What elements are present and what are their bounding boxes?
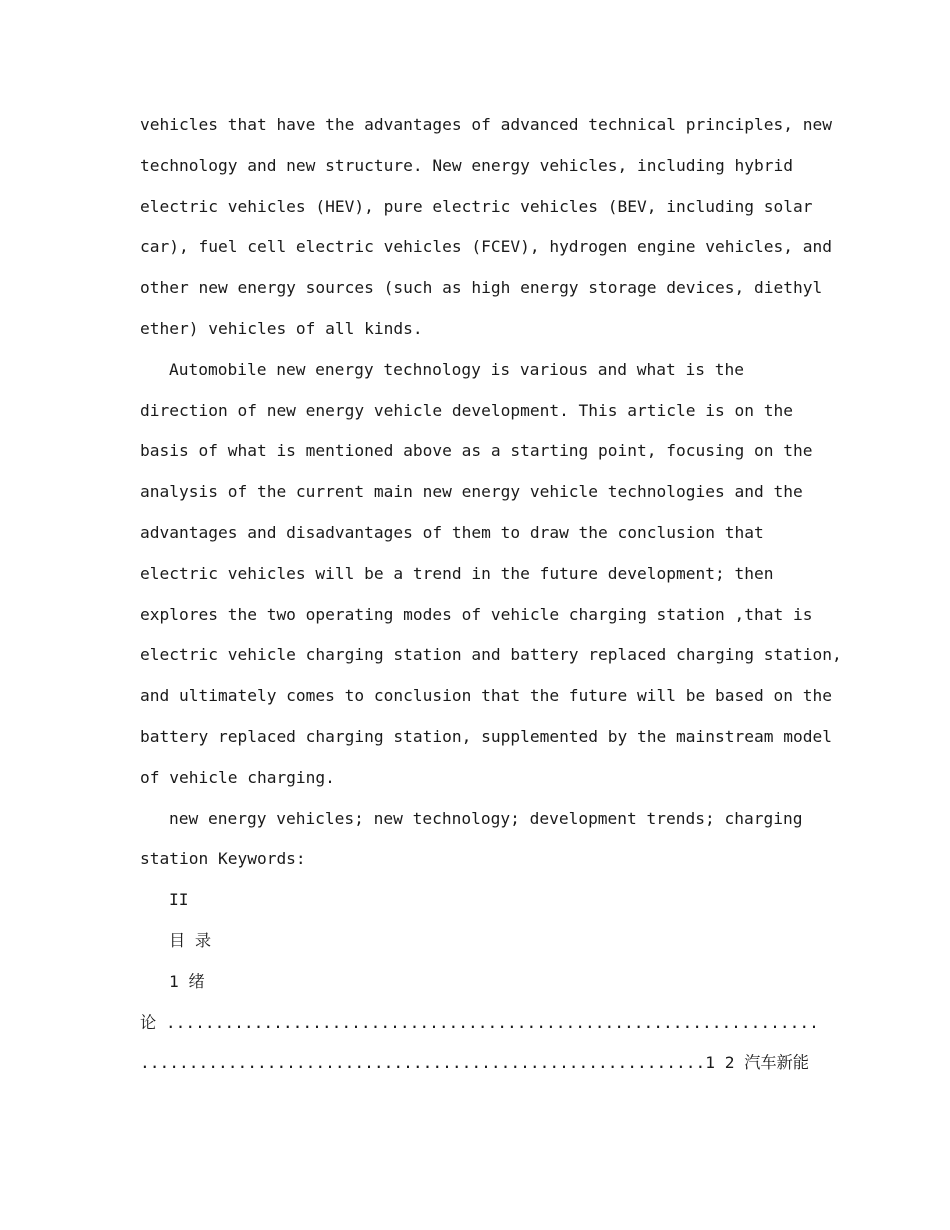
keywords-line: new energy vehicles; new technology; development trends; charging: [169, 808, 803, 828]
keywords-line: station Keywords:: [140, 849, 306, 869]
page-marker: II: [169, 890, 189, 910]
toc-leader-line: 论 ...................................................................: [140, 1012, 819, 1032]
body-text-line: and ultimately comes to conclusion that the future will be based on the: [140, 686, 832, 706]
body-text-line: explores the two operating modes of vehicle charging station ,that is: [140, 604, 813, 624]
body-text-line: other new energy sources (such as high energy storage devices, diethyl: [140, 278, 823, 298]
body-text-line: electric vehicle charging station and battery replaced charging station,: [140, 645, 842, 665]
body-text-line: of vehicle charging.: [140, 767, 335, 787]
body-text-line: electric vehicles will be a trend in the future development; then: [140, 563, 774, 583]
document-body: [140, 108, 842, 1087]
toc-entry-number: 1 绪: [169, 971, 205, 991]
toc-leader-line: ..........................................................1 2 汽车新能: [140, 1053, 809, 1073]
toc-title: 目 录: [169, 930, 212, 950]
body-text-line: vehicles that have the advantages of advanced technical principles, new: [140, 115, 832, 134]
body-text-line: electric vehicles (HEV), pure electric vehicles (BEV, including solar: [140, 196, 813, 216]
body-text-line: Automobile new energy technology is various and what is the: [169, 359, 744, 379]
body-text-line: ether) vehicles of all kinds.: [140, 318, 423, 338]
body-text-line: car), fuel cell electric vehicles (FCEV), hydrogen engine vehicles, and: [140, 237, 832, 257]
body-text-line: basis of what is mentioned above as a starting point, focusing on the: [140, 441, 813, 461]
body-text-line: technology and new structure. New energy vehicles, including hybrid: [140, 155, 793, 175]
body-text-line: advantages and disadvantages of them to draw the conclusion that: [140, 522, 764, 542]
body-text-line: battery replaced charging station, supplemented by the mainstream model: [140, 726, 832, 746]
body-text-line: direction of new energy vehicle development. This article is on the: [140, 400, 793, 420]
body-text-line: analysis of the current main new energy vehicle technologies and the: [140, 482, 803, 502]
